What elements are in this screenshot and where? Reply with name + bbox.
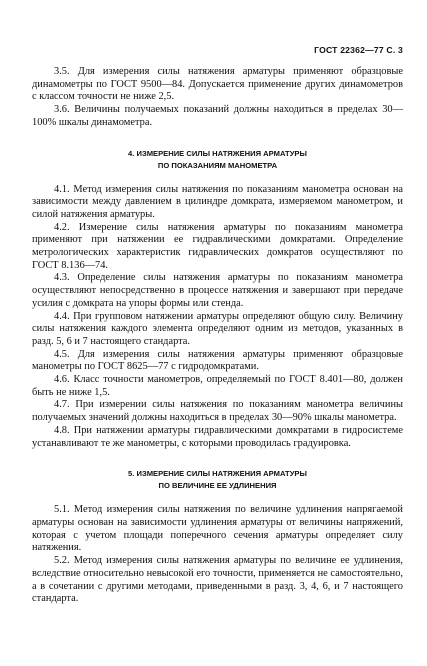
section-4-title-line-2: ПО ПОКАЗАНИЯМ МАНОМЕТРА bbox=[157, 160, 278, 170]
paragraph-5-1: 5.1. Метод измерения силы натяжения по величине удлинения напрягаемой арматуры основан на зависимости удлинения арматуры от величины напряжений, которая с учетом площади поперечного сечения арматуры определяет силу натяжения. bbox=[32, 504, 403, 554]
paragraph-3-6: 3.6. Величины получаемых показаний должны находиться в пределах 30—100% шкалы динамометра. bbox=[32, 104, 403, 128]
section-4-heading bbox=[32, 148, 403, 172]
running-header: ГОСТ 22362—77 С. 3 bbox=[314, 45, 403, 55]
paragraph-4-7: 4.7. При измерении силы натяжения по показаниям манометра величины получаемых значений должны находиться в пределах 30—90% шкалы манометра. bbox=[32, 399, 403, 424]
section-5-title-line-2: ПО ВЕЛИЧИНЕ ЕЕ УДЛИНЕНИЯ bbox=[158, 481, 277, 491]
section-5-title-line-1: 5. ИЗМЕРЕНИЕ СИЛЫ НАТЯЖЕНИЯ АРМАТУРЫ bbox=[128, 469, 307, 479]
paragraph-4-2: 4.2. Измерение силы натяжения арматуры по показаниям манометра применяют при натяжении ее гидравлическими домкратами. Определение метрологических характеристик гидравлических домкратов осуществляют по ГОСТ 8.136—74. bbox=[32, 221, 403, 271]
paragraph-4-5: 4.5. Для измерения силы натяжения арматуры применяют образцовые манометры по ГОСТ 8625—77 с гидродомкратами. bbox=[32, 348, 403, 373]
paragraph-4-3: 4.3. Определение силы натяжения арматуры по показаниям манометра осуществляют непосредственно в процессе натяжения и завершают при передаче усилия с домкрата на упоры формы или стенда. bbox=[32, 272, 403, 309]
paragraph-4-1: 4.1. Метод измерения силы натяжения по показаниям манометра основан на зависимости между давлением в цилиндре домкрата, измеряемом манометром, и силой натяжения арматуры. bbox=[32, 183, 403, 220]
paragraph-3-5: 3.5. Для измерения силы натяжения арматуры применяют образцовые динамометры по ГОСТ 9500—84. Допускается применение других динамометров с классом точности не ниже 2,5. bbox=[32, 66, 403, 103]
paragraph-4-8: 4.8. При натяжении арматуры гидравлическими домкратами в гидросистеме устанавливают те же манометры, с которыми проводилась градуировка. bbox=[32, 424, 403, 449]
page-content bbox=[32, 66, 403, 606]
paragraph-4-4: 4.4. При групповом натяжении арматуры определяют общую силу. Величину силы натяжения каждого элемента определяют одним из методов, указанных в разд. 5, 6 и 7 настоящего стандарта. bbox=[32, 310, 403, 347]
section-5-heading bbox=[32, 468, 403, 492]
paragraph-5-2: 5.2. Метод измерения силы натяжения арматуры по величине ее удлинения, вследствие относительно невысокой его точности, применяется не самостоятельно, а в сочетании с другими методами, приведенными в разд. 3, 4, 6, и 7 настоящего стандарта. bbox=[32, 555, 403, 605]
section-4-title-line-1: 4. ИЗМЕРЕНИЕ СИЛЫ НАТЯЖЕНИЯ АРМАТУРЫ bbox=[128, 148, 307, 158]
paragraph-4-6: 4.6. Класс точности манометров, определяемый по ГОСТ 8.401—80, должен быть не ниже 1,5. bbox=[32, 374, 403, 398]
